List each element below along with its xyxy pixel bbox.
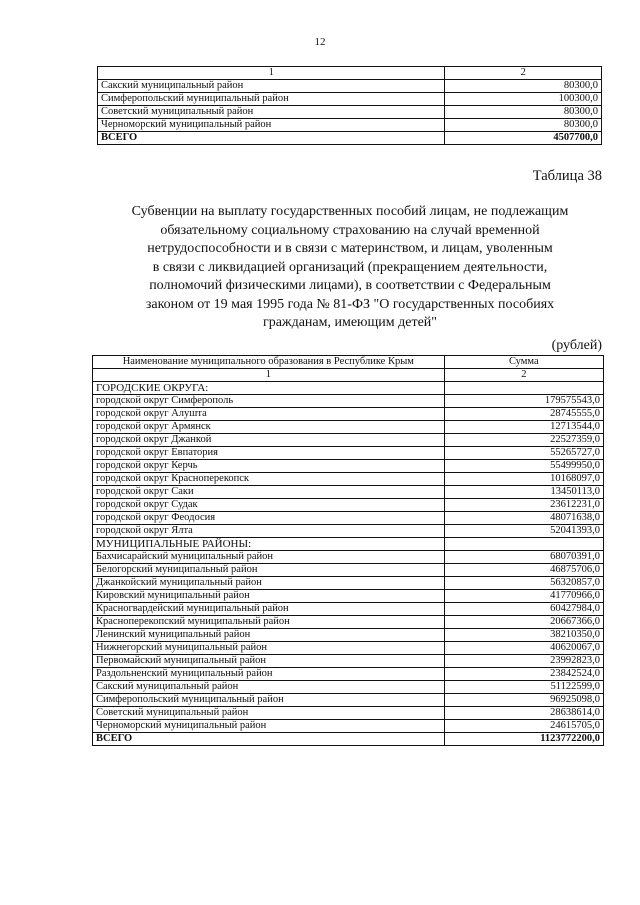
table-row [93,668,604,681]
table-row [93,629,604,642]
table-row [93,486,604,499]
row-value: 13450113,0 [444,486,603,499]
row-name: Ленинский муниципальный район [93,629,445,642]
unit-label: (рублей) [551,338,602,353]
row-value: 22527359,0 [444,434,603,447]
title-line: гражданам, имеющим детей" [262,315,438,330]
table-row [93,460,604,473]
row-name: городской округ Евпатория [93,447,445,460]
row-name: Сакский муниципальный район [93,681,445,694]
row-value: 80300,0 [445,119,602,132]
total-value: 4507700,0 [445,132,602,145]
table-row [93,551,604,564]
row-name: Советский муниципальный район [98,106,445,119]
continued-table-body [98,80,602,145]
table-row [93,408,604,421]
table-row [93,681,604,694]
total-value: 1123772200,0 [444,733,603,746]
row-name: городской округ Армянск [93,421,445,434]
section-municipal-districts [93,538,604,551]
row-value: 51122599,0 [444,681,603,694]
row-name: Белогорский муниципальный район [93,564,445,577]
table-title [100,203,600,333]
table-row [93,590,604,603]
row-value: 20667366,0 [444,616,603,629]
table-row [93,707,604,720]
table-row [93,616,604,629]
row-value: 68070391,0 [444,551,603,564]
table-row [98,93,602,106]
row-value: 96925098,0 [444,694,603,707]
row-name: Симферопольский муниципальный район [98,93,445,106]
title-line: обязательному социальному страхованию на случай временной [160,222,540,238]
table-row [93,473,604,486]
row-name: Первомайский муниципальный район [93,655,445,668]
table-row [93,694,604,707]
total-label: ВСЕГО [93,733,445,746]
title-line: нетрудоспособности и в связи с материнством, и лицам, уволенным [147,241,553,256]
table-row [98,119,602,132]
row-value: 38210350,0 [444,629,603,642]
continued-table [97,66,602,145]
row-name: Кировский муниципальный район [93,590,445,603]
total-row [98,132,602,145]
page-number: 12 [314,36,326,48]
row-value: 41770966,0 [444,590,603,603]
row-name: городской округ Джанкой [93,434,445,447]
header-sum: Сумма [444,356,603,369]
column-number-row [93,369,604,382]
row-value: 55499950,0 [444,460,603,473]
row-value: 55265727,0 [444,447,603,460]
subventions-table-body [93,382,604,746]
section-urban-districts-label: ГОРОДСКИЕ ОКРУГА: [93,382,445,395]
table-row [93,447,604,460]
row-value: 56320857,0 [444,577,603,590]
row-name: Советский муниципальный район [93,707,445,720]
table-row [93,395,604,408]
table-row [93,603,604,616]
table-row [93,434,604,447]
row-value: 52041393,0 [444,525,603,538]
row-name: Симферопольский муниципальный район [93,694,445,707]
row-name: городской округ Симферополь [93,395,445,408]
table-row [93,525,604,538]
row-name: городской округ Алушта [93,408,445,421]
header-row [93,356,604,369]
row-name: Красноперекопский муниципальный район [93,616,445,629]
row-value: 23992823,0 [444,655,603,668]
row-value: 12713544,0 [444,421,603,434]
section-urban-districts-empty-cell [444,382,603,395]
table-row [93,655,604,668]
row-value: 23842524,0 [444,668,603,681]
row-value: 80300,0 [445,106,602,119]
row-value: 48071638,0 [444,512,603,525]
row-value: 28745555,0 [444,408,603,421]
header-name: Наименование муниципального образования в Республике Крым [93,356,445,369]
row-value: 24615705,0 [444,720,603,733]
table-row [93,512,604,525]
row-name: Черноморский муниципальный район [93,720,445,733]
row-value: 60427984,0 [444,603,603,616]
row-name: городской округ Саки [93,486,445,499]
total-label: ВСЕГО [98,132,445,145]
row-name: Сакский муниципальный район [98,80,445,93]
row-value: 46875706,0 [444,564,603,577]
row-name: Черноморский муниципальный район [98,119,445,132]
table-row [93,577,604,590]
row-value: 28638614,0 [444,707,603,720]
row-name: городской округ Ялта [93,525,445,538]
total-row [93,733,604,746]
title-line: Субвенции на выплату государственных пособий лицам, не подлежащим [131,204,569,219]
table-row [93,564,604,577]
row-value: 23612231,0 [444,499,603,512]
section-municipal-districts-label: МУНИЦИПАЛЬНЫЕ РАЙОНЫ: [93,538,445,551]
column-number-row [98,67,602,80]
row-name: Раздольненский муниципальный район [93,668,445,681]
table-row [98,80,602,93]
table-row [93,421,604,434]
table-row [93,642,604,655]
table-label: Таблица 38 [532,168,602,184]
column-number-2: 2 [445,67,602,80]
table-row [93,720,604,733]
title-line: в связи с ликвидацией организаций (прекращением деятельности, [152,259,548,275]
row-name: Красногвардейский муниципальный район [93,603,445,616]
table-row [93,499,604,512]
section-municipal-districts-empty-cell [444,538,603,551]
row-value: 10168097,0 [444,473,603,486]
column-number-1: 1 [93,369,445,382]
row-value: 40620067,0 [444,642,603,655]
row-value: 100300,0 [445,93,602,106]
row-name: городской округ Судак [93,499,445,512]
subventions-table [92,355,604,746]
row-name: городской округ Красноперекопск [93,473,445,486]
row-name: Джанкойский муниципальный район [93,577,445,590]
row-name: городской округ Керчь [93,460,445,473]
row-value: 80300,0 [445,80,602,93]
title-line: законом от 19 мая 1995 года № 81-ФЗ "О государственных пособиях [145,296,555,312]
table-row [98,106,602,119]
column-number-1: 1 [98,67,445,80]
title-line: полномочий физическими лицами), в соответствии с Федеральным [149,278,551,293]
row-value: 179575543,0 [444,395,603,408]
row-name: Бахчисарайский муниципальный район [93,551,445,564]
section-urban-districts [93,382,604,395]
column-number-2: 2 [444,369,603,382]
row-name: Нижнегорский муниципальный район [93,642,445,655]
row-name: городской округ Феодосия [93,512,445,525]
